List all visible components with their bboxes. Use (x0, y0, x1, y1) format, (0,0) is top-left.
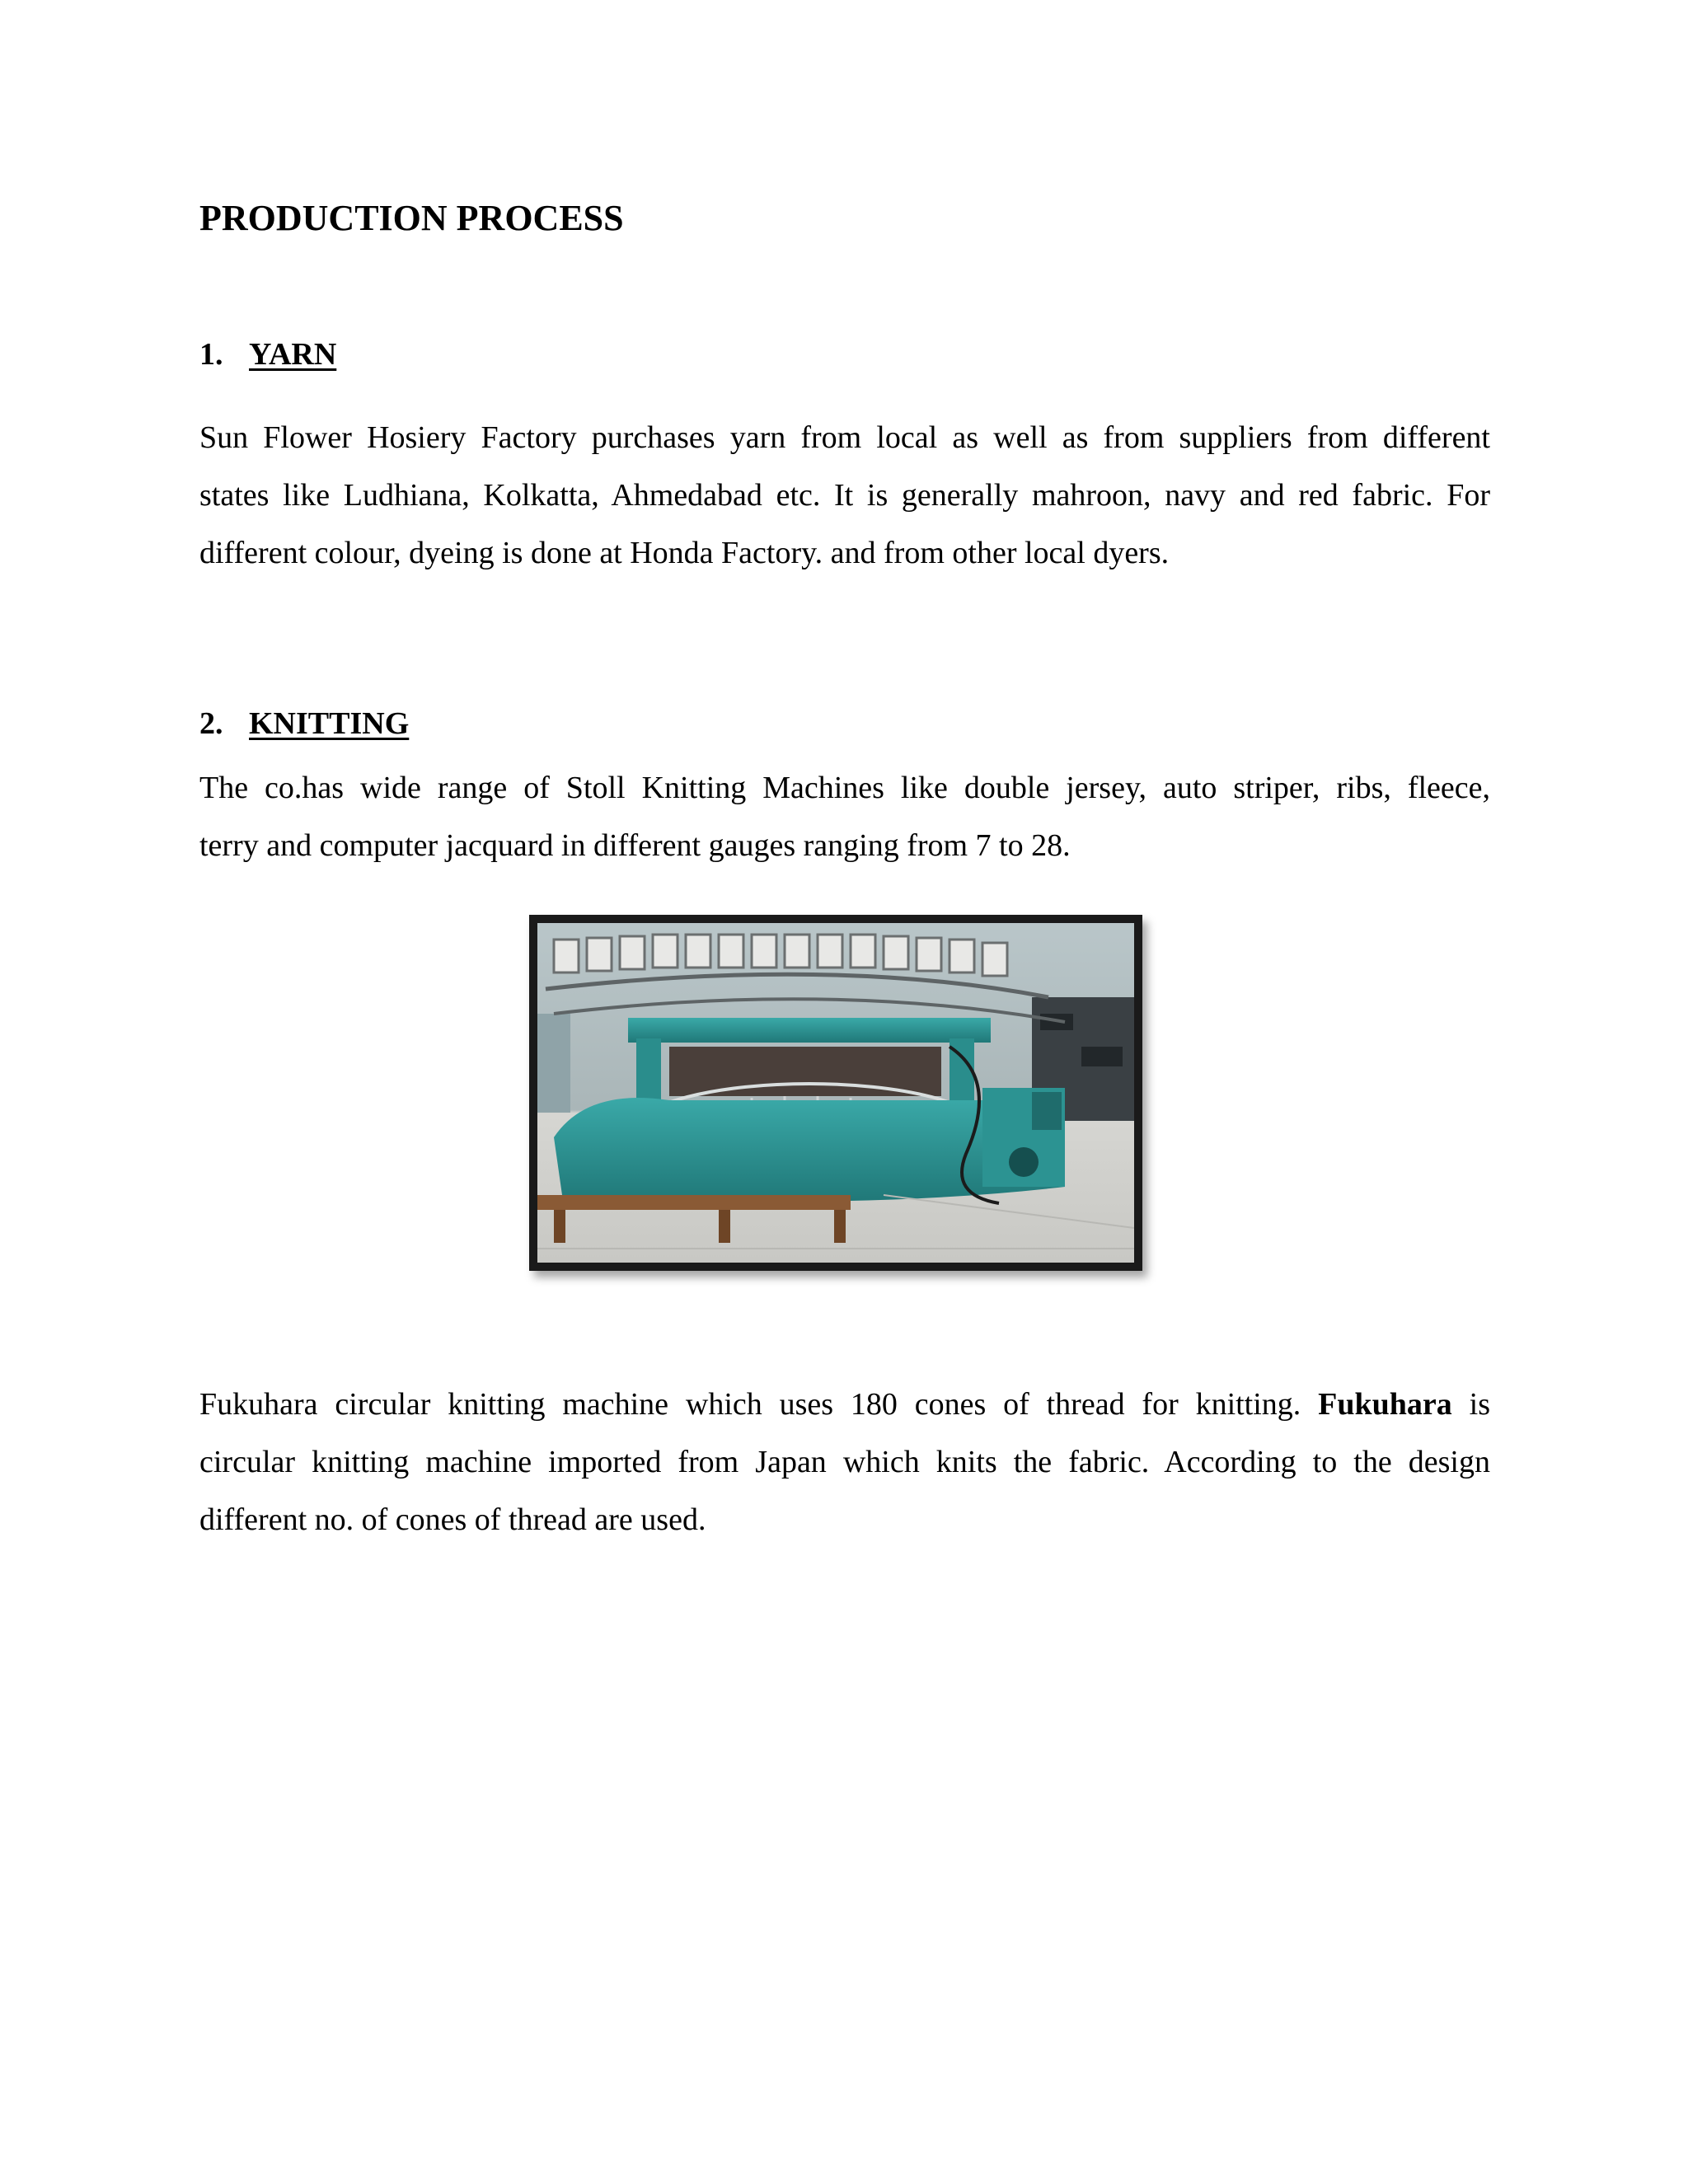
paragraph-line: states like Ludhiana, Kolkatta, Ahmedabad etc. It is generally mahroon, navy and red fabric. For (199, 478, 1490, 513)
paragraph-line (199, 1376, 1490, 1433)
section-label: KNITTING (249, 706, 410, 741)
paragraph-line: different no. of cones of thread are used. (199, 1502, 706, 1537)
paragraph-line: terry and computer jacquard in different gauges ranging from 7 to 28. (199, 828, 1071, 863)
paragraph-line: different colour, dyeing is done at Honda Factory. and from other local dyers. (199, 536, 1170, 570)
section-number: 1. (199, 337, 223, 372)
section-heading-knitting (199, 703, 409, 744)
paragraph-line: circular knitting machine imported from Japan which knits the fabric. According to the design (199, 1445, 1490, 1479)
section-label: YARN (249, 337, 337, 372)
page-title: PRODUCTION PROCESS (199, 198, 624, 238)
yarn-paragraph (199, 409, 1490, 582)
knitting-machine-photo (529, 915, 1142, 1271)
caption-text: is (1469, 1387, 1491, 1422)
caption-text: Fukuhara circular knitting machine which uses 180 cones of thread for knitting. (199, 1387, 1301, 1422)
machine-description (199, 1376, 1490, 1549)
section-heading-yarn (199, 334, 336, 375)
caption-bold-term: Fukuhara (1318, 1387, 1452, 1422)
knitting-paragraph (199, 759, 1490, 874)
paragraph-line: Sun Flower Hosiery Factory purchases yarn from local as well as from suppliers from different (199, 420, 1490, 455)
section-number: 2. (199, 706, 223, 741)
paragraph-line: The co.has wide range of Stoll Knitting Machines like double jersey, auto striper, ribs, fleece, (199, 771, 1490, 805)
knitting-machine-illustration (537, 923, 1134, 1263)
